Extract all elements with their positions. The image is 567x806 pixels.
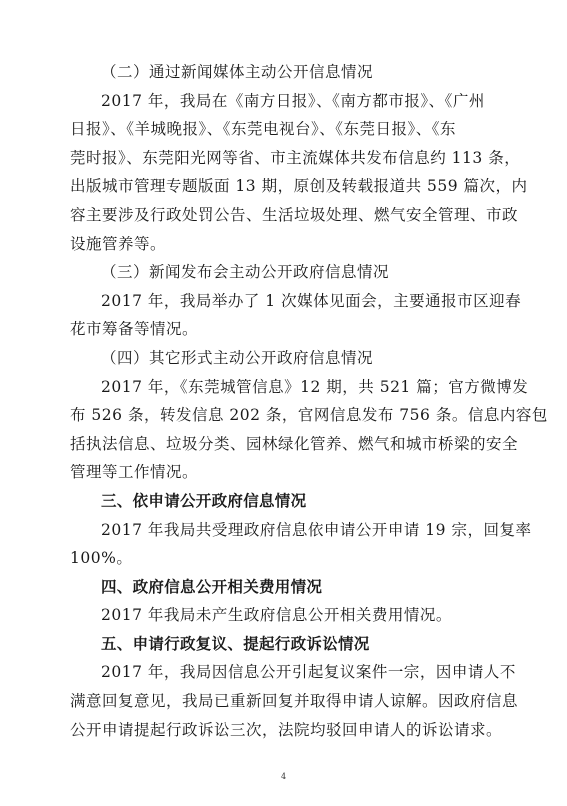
- paragraph-line: 100%。: [70, 549, 133, 568]
- section-heading-on-request: 三、依申请公开政府信息情况: [101, 491, 307, 510]
- subsection-title-press-conference: （三）新闻发布会主动公开政府信息情况: [101, 263, 390, 282]
- section-heading-fees: 四、政府信息公开相关费用情况: [101, 577, 323, 596]
- paragraph-line: 公开申请提起行政诉讼三次，法院均驳回申请人的诉讼请求。: [70, 720, 503, 739]
- paragraph-line: 莞时报》、东莞阳光网等省、市主流媒体共发布信息约 113 条，: [70, 148, 521, 167]
- paragraph-line: 2017 年我局未产生政府信息公开相关费用情况。: [101, 606, 452, 625]
- paragraph-line: 出版城市管理专题版面 13 期，原创及转载报道共 559 篇次，内: [70, 177, 528, 196]
- page-number: 4: [280, 772, 287, 781]
- paragraph-line: 2017 年，我局在《南方日报》、《南方都市报》、《广州: [101, 91, 485, 110]
- paragraph-line: 2017 年，我局举办了 1 次媒体见面会，主要通报市区迎春: [101, 291, 522, 310]
- paragraph-line: 容主要涉及行政处罚公告、生活垃圾处理、燃气安全管理、市政: [70, 205, 519, 224]
- paragraph-line: 日报》、《羊城晚报》、《东莞电视台》、《东莞日报》、《东: [70, 120, 457, 139]
- paragraph-line: 管理等工作情况。: [70, 463, 199, 482]
- subsection-title-other-forms: （四）其它形式主动公开政府信息情况: [101, 348, 374, 367]
- paragraph-line: 满意回复意见，我局已重新回复并取得申请人谅解。因政府信息: [70, 692, 519, 711]
- subsection-title-news-media: （二）通过新闻媒体主动公开信息情况: [101, 63, 374, 81]
- paragraph-line: 2017 年，我局因信息公开引起复议案件一宗，因申请人不: [101, 663, 516, 682]
- section-heading-review-litigation: 五、申请行政复议、提起行政诉讼情况: [101, 634, 370, 653]
- paragraph-line: 花市筹备等情况。: [70, 320, 199, 339]
- paragraph-line: 设施管养等。: [70, 234, 167, 253]
- paragraph-line: 布 526 条，转发信息 202 条，官网信息发布 756 条。信息内容包: [70, 406, 548, 425]
- paragraph-line: 2017 年我局共受理政府信息依申请公开申请 19 宗，回复率: [101, 520, 532, 539]
- paragraph-line: 2017 年，《东莞城管信息》12 期，共 521 篇；官方微博发: [101, 377, 529, 396]
- paragraph-line: 括执法信息、垃圾分类、园林绿化管养、燃气和城市桥梁的安全: [70, 434, 519, 453]
- document-page: [70, 58, 548, 744]
